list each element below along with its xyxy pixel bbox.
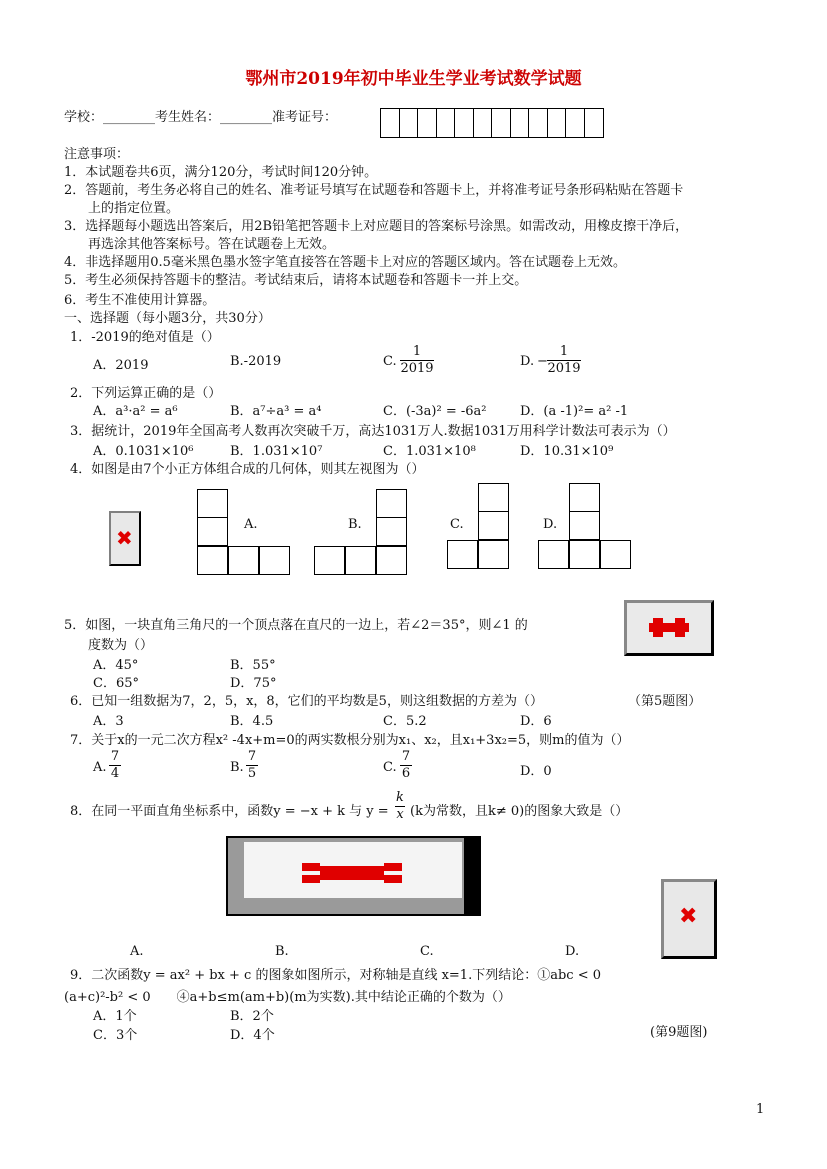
exam-id-boxes	[380, 108, 604, 138]
q4-option-b[interactable]: B.	[348, 517, 362, 532]
q9-figure-placeholder	[661, 879, 717, 959]
id-box[interactable]	[381, 109, 400, 137]
numerator: 7	[401, 749, 411, 764]
numerator: k	[396, 790, 404, 805]
q9-option-a[interactable]: A．1个	[93, 1009, 137, 1024]
id-box[interactable]	[566, 109, 585, 137]
question-9-stem: 9．二次函数y = ax² + bx + c 的图象如图所示，对称轴是直线 x=1.下列结论：①abc < 0	[70, 968, 601, 983]
view-square	[228, 546, 259, 575]
question-7-stem: 7．关于x的一元二次方程x² -4x+m=0的两实数根分别为x₁、x₂，且x₁+3x₂=5，则m的值为（）	[70, 733, 630, 748]
q5-caption: （第5题图）	[628, 694, 702, 709]
view-square	[259, 546, 290, 575]
q7-option-a[interactable]: A.	[93, 760, 107, 775]
id-box[interactable]	[529, 109, 548, 137]
view-square	[538, 540, 569, 569]
view-square	[376, 517, 407, 546]
note-item: 6．考生不准使用计算器。	[64, 293, 216, 308]
view-square	[569, 483, 600, 512]
question-8-stem-cont: (k为常数，且k≠ 0)的图象大致是（）	[410, 804, 629, 819]
q7-c-fraction	[400, 749, 412, 782]
view-square	[447, 540, 478, 569]
q8-fraction	[395, 790, 405, 823]
q2-option-d[interactable]: D．(a -1)²= a² -1	[520, 404, 629, 419]
q7-option-c[interactable]: C.	[383, 760, 397, 775]
q5-option-a[interactable]: A．45°	[93, 658, 139, 673]
id-box[interactable]	[474, 109, 493, 137]
notes-heading: 注意事项：	[64, 147, 130, 162]
denominator: 5	[247, 766, 257, 781]
question-9-stem-cont: (a+c)²-b² < 0 ④a+b≤m(am+b)(m为实数).其中结论正确的个数为（）	[64, 990, 511, 1005]
section-heading: 一、选择题（每小题3分，共30分）	[64, 311, 271, 326]
denominator: 4	[110, 766, 120, 781]
q6-option-d[interactable]: D．6	[520, 714, 552, 729]
q1-c-fraction	[400, 344, 434, 377]
id-box[interactable]	[455, 109, 474, 137]
question-2-stem: 2．下列运算正确的是（）	[70, 386, 222, 401]
note-item: 2．答题前，考生务必将自己的姓名、准考证号填写在试题卷和答题卡上，并将准考证号条形码粘贴在答题卡	[64, 183, 684, 198]
q8-option-d[interactable]: D.	[565, 944, 580, 959]
denominator: 2019	[547, 361, 581, 376]
q4-option-d[interactable]: D.	[543, 517, 558, 532]
broken-image-icon: ✖	[679, 904, 698, 929]
broken-image-icon: ✖	[116, 526, 133, 550]
q2-option-c[interactable]: C．(-3a)² = -6a²	[383, 404, 487, 419]
denominator: x	[396, 807, 404, 822]
q1-option-d[interactable]: D.	[520, 354, 535, 369]
q2-option-b[interactable]: B．a⁷÷a³ = a⁴	[230, 404, 322, 419]
q3-option-d[interactable]: D．10.31×10⁹	[520, 444, 614, 459]
q6-option-a[interactable]: A．3	[93, 714, 124, 729]
denominator: 2019	[400, 361, 434, 376]
q5-figure-placeholder	[624, 600, 714, 656]
question-5-stem-cont: 度数为（）	[88, 638, 154, 653]
view-square	[478, 483, 509, 512]
question-6-stem: 6．已知一组数据为7，2，5，x，8，它们的平均数是5，则这组数据的方差为（）	[70, 694, 543, 709]
note-item: 4．非选择题用0.5毫米黑色墨水签字笔直接答在答题卡上对应的答题区域内。答在试题卷上无效。	[64, 255, 626, 270]
view-square	[478, 540, 509, 569]
id-box[interactable]	[548, 109, 567, 137]
view-square	[376, 546, 407, 575]
view-square	[314, 546, 345, 575]
q4-option-c[interactable]: C.	[450, 517, 464, 532]
q7-b-fraction	[246, 749, 258, 782]
q5-option-d[interactable]: D．75°	[230, 676, 277, 691]
page-number: 1	[756, 1102, 765, 1117]
q6-option-b[interactable]: B．4.5	[230, 714, 274, 729]
page-title: 鄂州市2019年初中毕业生学业考试数学试题	[245, 69, 582, 89]
note-item: 5．考生必须保持答题卡的整洁。考试结束后，请将本试题卷和答题卡一并上交。	[64, 273, 528, 288]
q1-option-b[interactable]: B.-2019	[230, 354, 282, 369]
q5-option-c[interactable]: C．65°	[93, 676, 139, 691]
minus-sign: −	[537, 354, 548, 369]
q6-option-c[interactable]: C．5.2	[383, 714, 427, 729]
view-square	[478, 511, 509, 540]
question-4-stem: 4．如图是由7个小正方体组合成的几何体，则其左视图为（）	[70, 462, 425, 477]
q9-option-c[interactable]: C．3个	[93, 1028, 138, 1043]
question-8-stem: 8．在同一平面直角坐标系中，函数y = −x + k 与 y =	[70, 804, 389, 819]
question-3-stem: 3．据统计，2019年全国高考人数再次突破千万，高达1031万人.数据1031万用科学计数法可表示为（）	[70, 424, 676, 439]
numerator: 7	[247, 749, 257, 764]
q4-solid-figure-placeholder	[109, 511, 141, 566]
numerator: 1	[412, 344, 422, 359]
id-box[interactable]	[511, 109, 530, 137]
q9-caption: (第9题图)	[650, 1025, 708, 1040]
view-square	[600, 540, 631, 569]
q3-option-a[interactable]: A．0.1031×10⁶	[93, 444, 194, 459]
q8-option-c[interactable]: C.	[420, 944, 434, 959]
q7-option-b[interactable]: B.	[230, 760, 244, 775]
note-item: 再选涂其他答案标号。答在试题卷上无效。	[88, 237, 336, 252]
q8-option-b[interactable]: B.	[275, 944, 289, 959]
q8-figure-placeholder	[226, 836, 481, 916]
q1-d-fraction	[547, 344, 581, 377]
view-square	[569, 511, 600, 540]
question-1-stem: 1．-2019的绝对值是（）	[70, 330, 220, 345]
note-item: 上的指定位置。	[88, 201, 180, 216]
q3-option-c[interactable]: C．1.031×10⁸	[383, 444, 476, 459]
note-item: 1．本试题卷共6页，满分120分，考试时间120分钟。	[64, 165, 378, 180]
q1-option-a[interactable]: A．2019	[93, 358, 149, 373]
q2-option-a[interactable]: A．a³·a² = a⁶	[93, 404, 178, 419]
view-square	[197, 489, 228, 518]
view-square	[569, 540, 600, 569]
q7-a-fraction	[109, 749, 121, 782]
id-box[interactable]	[492, 109, 511, 137]
broken-image-icon	[627, 603, 711, 653]
id-box[interactable]	[400, 109, 419, 137]
q9-option-d[interactable]: D．4个	[230, 1028, 275, 1043]
view-square	[197, 546, 228, 575]
id-box[interactable]	[585, 109, 604, 137]
q9-option-b[interactable]: B．2个	[230, 1009, 274, 1024]
numerator: 7	[110, 749, 120, 764]
denominator: 6	[401, 766, 411, 781]
note-item: 3．选择题每小题选出答案后，用2B铅笔把答题卡上对应题目的答案标号涂黑。如需改动，用橡皮擦干净后，	[64, 219, 689, 234]
header-fields: 学校：________考生姓名：________准考证号：	[64, 110, 338, 125]
view-square	[345, 546, 376, 575]
q5-option-b[interactable]: B．55°	[230, 658, 276, 673]
q7-option-d[interactable]: D．0	[520, 764, 552, 779]
broken-image-icon	[286, 856, 426, 890]
view-square	[197, 517, 228, 546]
question-5-stem: 5．如图，一块直角三角尺的一个顶点落在直尺的一边上，若∠2＝35°，则∠1 的	[64, 618, 528, 633]
q8-option-a[interactable]: A.	[130, 944, 144, 959]
q1-option-c[interactable]: C.	[383, 354, 397, 369]
view-square	[376, 489, 407, 518]
numerator: 1	[559, 344, 569, 359]
id-box[interactable]	[418, 109, 437, 137]
id-box[interactable]	[437, 109, 456, 137]
q3-option-b[interactable]: B．1.031×10⁷	[230, 444, 323, 459]
q4-option-a[interactable]: A.	[244, 517, 258, 532]
